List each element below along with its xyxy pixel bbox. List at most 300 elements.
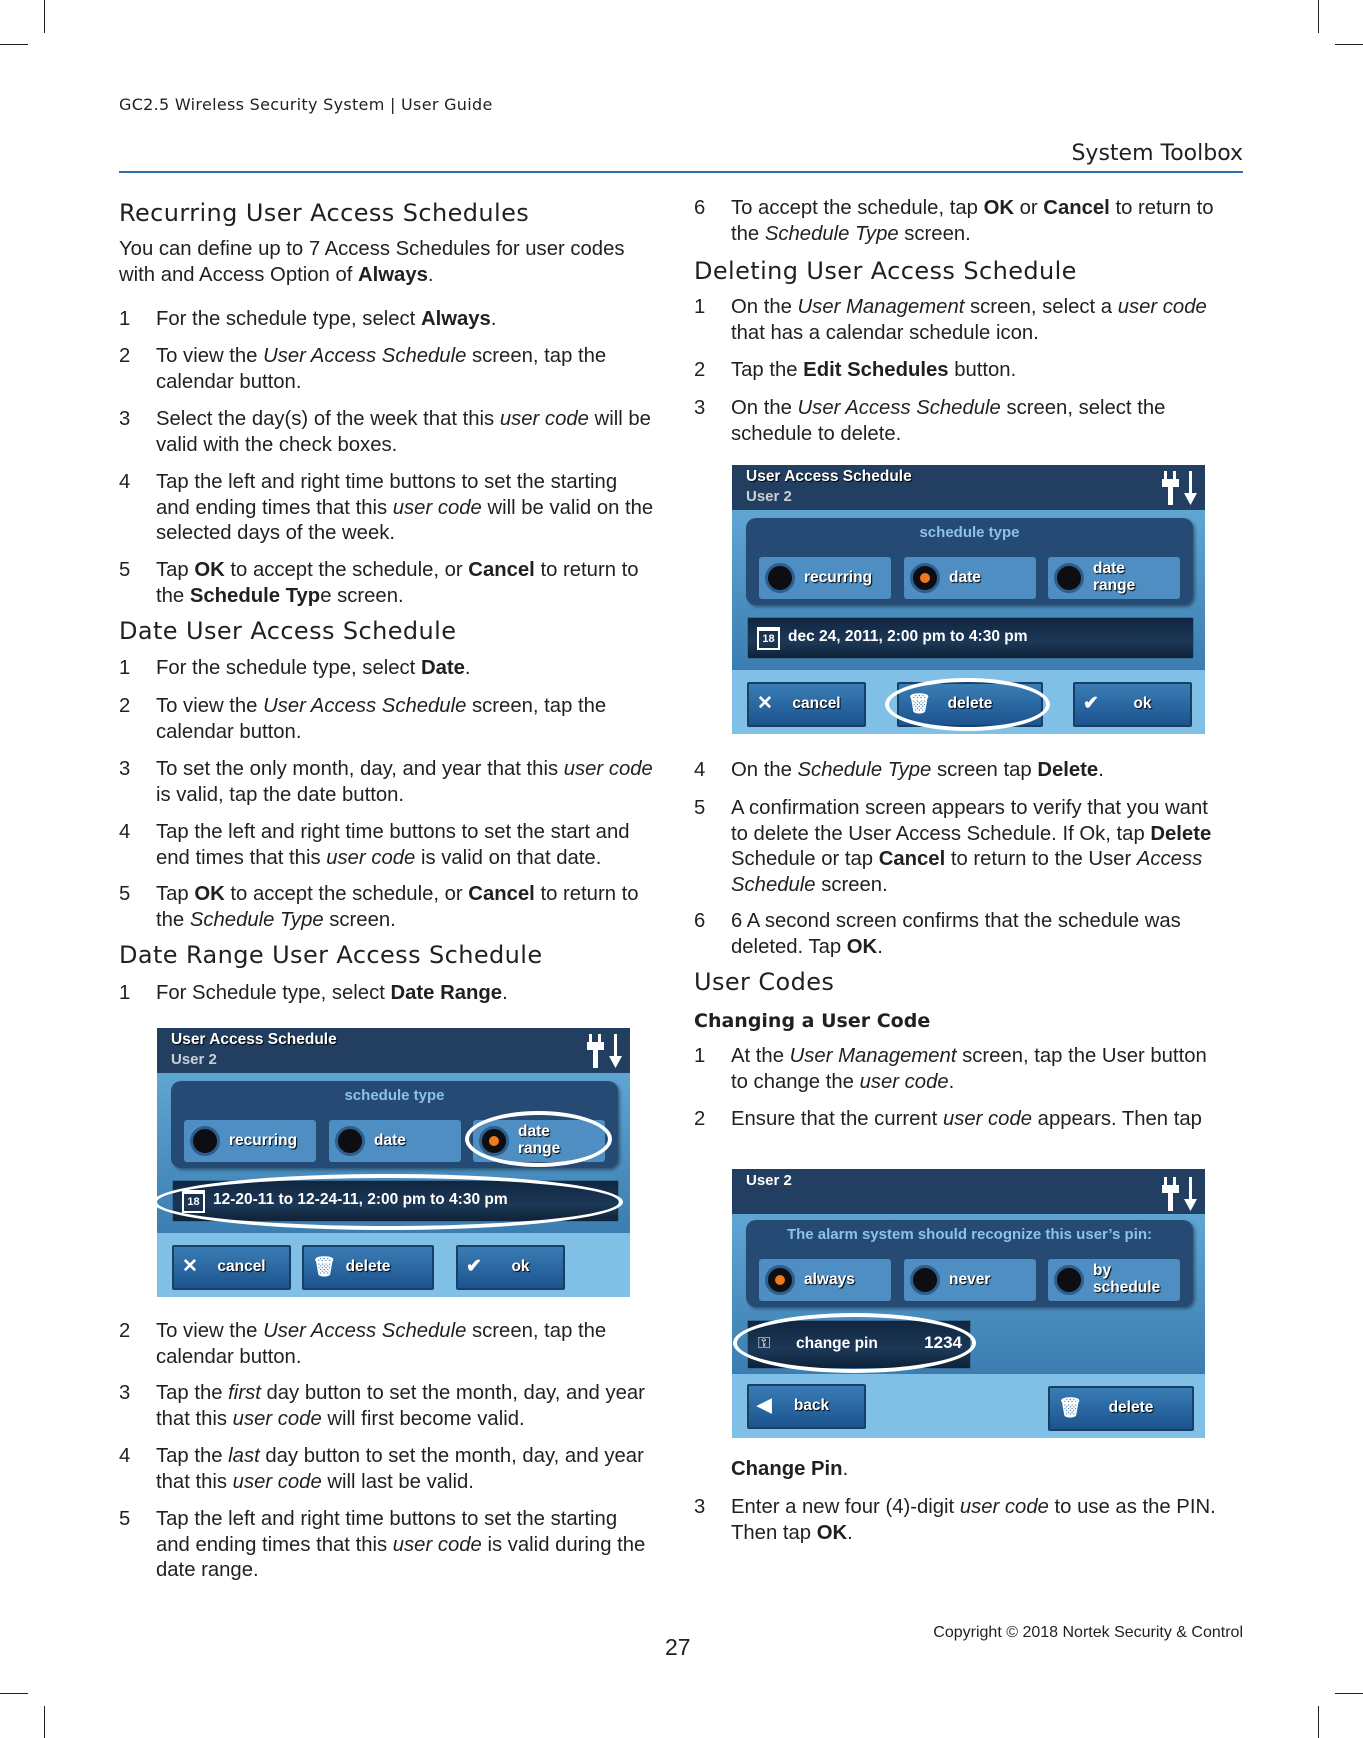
step bbox=[119, 694, 606, 745]
button-label: cancel bbox=[217, 1258, 266, 1275]
text-run: Always bbox=[420, 308, 491, 330]
text-run: screen. bbox=[815, 873, 888, 896]
power-plug-icon bbox=[1161, 469, 1201, 507]
text-run: User Access Schedule bbox=[263, 345, 467, 367]
text-run: calendar button. bbox=[156, 720, 302, 743]
step bbox=[119, 1381, 645, 1432]
text-run: To set the only month, day, and year that this bbox=[156, 758, 564, 780]
x-icon: ✕ bbox=[182, 1256, 198, 1277]
text-run: To view the bbox=[156, 345, 264, 367]
text-run: Enter a new four (4)-digit bbox=[731, 1496, 960, 1518]
text-line bbox=[731, 822, 1211, 848]
button-label: ok bbox=[511, 1258, 530, 1275]
text-run: Cancel bbox=[468, 883, 535, 905]
step-number: 4 bbox=[119, 471, 131, 493]
text-run: OK bbox=[194, 559, 225, 581]
text-run: At the bbox=[731, 1045, 790, 1067]
heading-recurring: Recurring User Access Schedules bbox=[119, 199, 530, 227]
text-line bbox=[731, 1107, 1202, 1133]
text-run: that this bbox=[156, 1407, 233, 1430]
step-number: 1 bbox=[119, 982, 131, 1004]
text-run: appears. Then tap bbox=[1032, 1108, 1202, 1130]
step bbox=[694, 796, 1211, 898]
button-label: delete bbox=[947, 695, 993, 712]
step-text bbox=[156, 1444, 644, 1495]
text-run: Delete bbox=[1037, 759, 1099, 781]
pin-value: 1234 bbox=[924, 1333, 962, 1352]
text-line bbox=[156, 1558, 645, 1584]
back-arrow-icon: ◀ bbox=[757, 1395, 772, 1416]
text-run: user code bbox=[232, 1407, 322, 1430]
step bbox=[119, 307, 496, 333]
screen-user: User 2 bbox=[746, 1172, 792, 1189]
date-text: dec 24, 2011, 2:00 pm to 4:30 pm bbox=[788, 628, 1028, 645]
crop-mark bbox=[1318, 1706, 1319, 1738]
text-run: On the bbox=[731, 397, 798, 419]
radio-dot bbox=[1054, 1265, 1084, 1295]
text-run: to return to bbox=[1109, 197, 1214, 219]
text-run: and ending times that this bbox=[156, 1533, 393, 1556]
step-number: 5 bbox=[119, 1508, 131, 1530]
text-run: user code bbox=[959, 1496, 1049, 1518]
step-text bbox=[156, 407, 651, 458]
crop-mark bbox=[44, 0, 45, 33]
text-line bbox=[731, 1044, 1207, 1070]
text-run: User Management bbox=[797, 296, 965, 318]
heading-date: Date User Access Schedule bbox=[119, 617, 457, 645]
text-line bbox=[119, 237, 625, 263]
text-line bbox=[156, 981, 508, 1007]
text-run: day button to set the month, day, and year bbox=[259, 1445, 644, 1467]
heading-date-range: Date Range User Access Schedule bbox=[119, 941, 543, 969]
button-label: delete bbox=[1108, 1399, 1154, 1416]
step bbox=[119, 1507, 645, 1584]
text-line bbox=[731, 909, 1181, 935]
text-run: user code bbox=[1117, 296, 1207, 318]
text-run: schedule to delete. bbox=[731, 422, 902, 445]
ok-button[interactable] bbox=[1073, 682, 1192, 727]
text-line bbox=[156, 433, 651, 459]
text-run: screen, tap the bbox=[466, 695, 607, 717]
power-plug-icon bbox=[1161, 1175, 1201, 1213]
text-line bbox=[731, 1495, 1216, 1521]
text-run: Delete bbox=[1150, 822, 1212, 845]
text-run: OK bbox=[194, 883, 225, 905]
text-run: deleted. Tap bbox=[731, 935, 847, 958]
step bbox=[119, 656, 471, 682]
button-label: ok bbox=[1133, 695, 1152, 712]
text-line bbox=[731, 847, 1211, 873]
text-run: user code bbox=[232, 1470, 322, 1493]
calendar-icon: 18 bbox=[757, 627, 780, 650]
text-run: user code bbox=[392, 1533, 482, 1556]
text-line bbox=[731, 358, 1016, 384]
text-run: screen tap bbox=[931, 759, 1038, 781]
text-run: will be valid on the bbox=[481, 496, 654, 519]
text-line bbox=[731, 935, 1181, 961]
text-run: calendar button. bbox=[156, 1345, 302, 1368]
text-run: Tap bbox=[156, 883, 195, 905]
text-line bbox=[156, 407, 651, 433]
text-line bbox=[156, 656, 471, 682]
crop-mark bbox=[44, 1706, 45, 1738]
text-run: or bbox=[1013, 197, 1044, 219]
crop-mark bbox=[1335, 44, 1363, 45]
intro-paragraph bbox=[119, 237, 625, 288]
text-run: e screen. bbox=[320, 584, 404, 607]
radio-label: date range bbox=[518, 1123, 561, 1157]
device-header bbox=[157, 1028, 630, 1073]
text-line bbox=[156, 496, 653, 522]
date-range-text: 12-20-11 to 12-24-11, 2:00 pm to 4:30 pm bbox=[213, 1191, 508, 1208]
text-run: Cancel bbox=[468, 559, 535, 581]
step-text bbox=[731, 1044, 1207, 1095]
radio-label: by schedule bbox=[1093, 1262, 1161, 1296]
radio-by-schedule[interactable] bbox=[1048, 1259, 1180, 1301]
text-run: Schedule bbox=[731, 873, 816, 896]
step-number: 1 bbox=[694, 1045, 706, 1067]
step-text bbox=[731, 758, 1104, 784]
text-line bbox=[156, 820, 630, 846]
text-line bbox=[156, 757, 653, 783]
button-label: cancel bbox=[792, 695, 841, 712]
radio-date[interactable] bbox=[329, 1120, 461, 1162]
step-text bbox=[156, 1381, 645, 1432]
step-text bbox=[731, 396, 1165, 447]
x-icon: ✕ bbox=[757, 693, 773, 714]
text-run: Tap the bbox=[156, 1382, 229, 1404]
step-number: 4 bbox=[119, 821, 131, 843]
step-number: 2 bbox=[119, 695, 131, 717]
step-text bbox=[731, 1107, 1202, 1133]
text-run: date range. bbox=[156, 1559, 259, 1581]
text-line bbox=[731, 222, 1214, 248]
pin-recognition-panel bbox=[746, 1220, 1193, 1307]
text-run: Tap the left and right time buttons to set the starting bbox=[156, 471, 618, 493]
highlight-oval bbox=[885, 678, 1050, 731]
text-line bbox=[156, 1470, 644, 1496]
text-run: Select the day(s) of the week that this bbox=[156, 408, 500, 430]
text-run: first bbox=[228, 1382, 261, 1404]
text-line bbox=[731, 1457, 848, 1483]
text-run: . bbox=[502, 982, 508, 1004]
radio-label: date bbox=[374, 1132, 406, 1149]
screen-user: User 2 bbox=[746, 488, 792, 505]
text-line bbox=[156, 370, 606, 396]
text-run: valid with the check boxes. bbox=[156, 433, 398, 456]
text-line bbox=[156, 1444, 644, 1470]
text-line bbox=[731, 321, 1207, 347]
text-run: user code bbox=[326, 846, 416, 869]
step-text bbox=[731, 1457, 848, 1483]
radio-recurring[interactable] bbox=[184, 1120, 316, 1162]
step-text bbox=[156, 307, 496, 333]
step bbox=[119, 558, 639, 609]
delete-button[interactable] bbox=[302, 1245, 434, 1290]
text-run: Access bbox=[1136, 848, 1203, 870]
step-number: 6 bbox=[694, 910, 706, 932]
radio-dot bbox=[765, 563, 795, 593]
text-run: the bbox=[731, 222, 765, 245]
step bbox=[694, 196, 1214, 247]
text-run: to accept the schedule, or bbox=[224, 883, 469, 905]
step-text bbox=[156, 1507, 645, 1584]
step bbox=[119, 757, 653, 808]
text-run: that this bbox=[156, 1470, 233, 1493]
step-number: 5 bbox=[119, 559, 131, 581]
text-run: to return to bbox=[534, 883, 639, 905]
step-number: 3 bbox=[119, 1382, 131, 1404]
text-line bbox=[731, 295, 1207, 321]
text-run: Date Range bbox=[390, 982, 503, 1004]
radio-date-range[interactable] bbox=[1048, 557, 1180, 599]
step-text bbox=[156, 656, 471, 682]
step-text bbox=[156, 820, 630, 871]
subheading-changing-user-code: Changing a User Code bbox=[694, 1010, 931, 1032]
text-run: Then tap bbox=[731, 1521, 817, 1544]
radio-label: date bbox=[949, 569, 981, 586]
text-run: Schedule Type bbox=[764, 222, 899, 245]
text-line bbox=[156, 1507, 645, 1533]
step bbox=[694, 295, 1207, 346]
power-plug-icon bbox=[586, 1032, 626, 1070]
text-run: user code bbox=[392, 496, 482, 519]
trash-icon: 🗑 bbox=[1058, 1398, 1083, 1419]
device-screenshot-delete bbox=[732, 465, 1205, 734]
text-run: Tap the bbox=[731, 359, 804, 381]
radio-recurring[interactable] bbox=[759, 557, 891, 599]
text-line bbox=[731, 422, 1165, 448]
text-run: the bbox=[156, 908, 190, 931]
screen-title: User Access Schedule bbox=[171, 1031, 337, 1048]
step bbox=[119, 470, 653, 547]
crop-mark bbox=[1335, 1693, 1363, 1694]
text-run: will first become valid. bbox=[321, 1407, 525, 1430]
text-run: Change Pin bbox=[731, 1458, 843, 1480]
step bbox=[119, 981, 508, 1007]
text-run: For the schedule type, select bbox=[156, 657, 421, 679]
document-title: GC2.5 Wireless Security System | User Guide bbox=[119, 95, 493, 114]
highlight-oval bbox=[153, 1174, 623, 1230]
radio-dot-selected bbox=[765, 1265, 795, 1295]
text-run: screen. bbox=[323, 908, 396, 931]
step-number: 3 bbox=[119, 758, 131, 780]
text-line bbox=[731, 873, 1211, 899]
text-run: screen, select a bbox=[964, 296, 1118, 318]
step-number: 4 bbox=[694, 759, 706, 781]
text-run: Schedule Type bbox=[797, 759, 932, 781]
text-run: screen, select the bbox=[1000, 397, 1166, 419]
key-icon: ⚿ bbox=[758, 1335, 771, 1352]
text-run: user code bbox=[942, 1108, 1033, 1130]
change-pin-label: change pin bbox=[796, 1335, 878, 1352]
text-run: is valid during the bbox=[481, 1533, 646, 1556]
step-number: 5 bbox=[694, 797, 706, 819]
radio-dot bbox=[910, 1265, 940, 1295]
text-run: with and Access Option of bbox=[119, 263, 358, 286]
text-line bbox=[156, 558, 639, 584]
step-text bbox=[156, 882, 639, 933]
text-line bbox=[731, 758, 1104, 784]
text-line bbox=[731, 1521, 1216, 1547]
text-run: to accept the schedule, or bbox=[224, 559, 469, 581]
text-run: screen, tap the User button bbox=[956, 1045, 1207, 1067]
step-text bbox=[156, 757, 653, 808]
radio-dot bbox=[1054, 563, 1084, 593]
text-run: end times that this bbox=[156, 846, 327, 869]
step-text bbox=[156, 1319, 606, 1370]
back-button[interactable] bbox=[747, 1384, 866, 1429]
text-run: Edit Schedules bbox=[803, 359, 949, 381]
text-run: User Access Schedule bbox=[263, 1320, 467, 1342]
step bbox=[694, 358, 1016, 384]
delete-button[interactable] bbox=[1048, 1386, 1194, 1431]
text-line bbox=[156, 720, 606, 746]
page-number: 27 bbox=[665, 1634, 691, 1660]
step-text bbox=[156, 694, 606, 745]
highlight-oval bbox=[733, 1313, 976, 1373]
text-run: . bbox=[948, 1070, 955, 1093]
step-text bbox=[156, 558, 639, 609]
text-run: Tap the left and right time buttons to set the start and bbox=[156, 821, 630, 843]
text-run: You can define up to 7 Access Schedules for user codes bbox=[119, 238, 625, 260]
text-run: . bbox=[427, 263, 434, 286]
text-run: is valid on that date. bbox=[415, 846, 602, 869]
text-run: To view the bbox=[156, 695, 264, 717]
cancel-button[interactable] bbox=[747, 682, 866, 727]
text-run: that has a calendar schedule icon. bbox=[731, 321, 1039, 344]
radio-dot bbox=[190, 1126, 220, 1156]
ok-button[interactable] bbox=[456, 1245, 565, 1290]
step bbox=[119, 820, 630, 871]
text-line bbox=[731, 396, 1165, 422]
radio-dot bbox=[335, 1126, 365, 1156]
calendar-icon: 18 bbox=[182, 1190, 205, 1213]
text-run: To view the bbox=[156, 1320, 264, 1342]
radio-never[interactable] bbox=[904, 1259, 1036, 1301]
step-number: 6 bbox=[694, 197, 706, 219]
text-line bbox=[156, 694, 606, 720]
text-run: and ending times that this bbox=[156, 496, 393, 519]
text-run: Cancel bbox=[1043, 197, 1110, 219]
screen-title: User Access Schedule bbox=[746, 468, 912, 485]
text-run: On the bbox=[731, 296, 798, 318]
device-screenshot-user-pin bbox=[732, 1169, 1205, 1438]
text-run: Always bbox=[358, 263, 428, 286]
text-run: OK bbox=[816, 1521, 848, 1544]
text-run: last bbox=[228, 1445, 260, 1467]
text-line bbox=[156, 470, 653, 496]
radio-label: date range bbox=[1093, 560, 1136, 594]
text-run: screen, tap the bbox=[466, 345, 607, 367]
text-run: the bbox=[156, 584, 190, 607]
heading-user-codes: User Codes bbox=[694, 968, 835, 996]
text-run: Tap the bbox=[156, 1445, 229, 1467]
step bbox=[119, 1444, 644, 1495]
radio-always[interactable] bbox=[759, 1259, 891, 1301]
panel-label: The alarm system should recognize this user’s pin: bbox=[786, 1226, 1153, 1243]
radio-dot-selected bbox=[910, 563, 940, 593]
text-line bbox=[156, 521, 653, 547]
text-line bbox=[731, 1070, 1207, 1096]
text-line bbox=[156, 908, 639, 934]
step-number: 4 bbox=[119, 1445, 131, 1467]
crop-mark bbox=[0, 44, 28, 45]
text-run: user code bbox=[859, 1070, 949, 1093]
text-run: . bbox=[1098, 759, 1104, 781]
radio-label: recurring bbox=[804, 569, 873, 586]
text-run: Cancel bbox=[878, 848, 946, 870]
text-line bbox=[156, 846, 630, 872]
text-run: 6 A second screen confirms that the schedule was bbox=[731, 910, 1181, 932]
device-screenshot-date-range bbox=[157, 1028, 630, 1297]
text-run: . bbox=[847, 1521, 853, 1544]
radio-label: recurring bbox=[229, 1132, 298, 1149]
text-run: User Management bbox=[789, 1045, 957, 1067]
trash-icon: 🗑 bbox=[312, 1257, 337, 1278]
panel-label: schedule type bbox=[344, 1087, 445, 1104]
text-line bbox=[156, 1319, 606, 1345]
text-line bbox=[119, 263, 625, 289]
step bbox=[694, 1457, 848, 1483]
text-line bbox=[156, 1345, 606, 1371]
text-run: Tap the left and right time buttons to set the starting bbox=[156, 1508, 618, 1530]
date-button[interactable] bbox=[747, 617, 1194, 659]
step-number: 5 bbox=[119, 883, 131, 905]
step bbox=[694, 396, 1165, 447]
highlight-oval bbox=[465, 1111, 612, 1167]
text-run: For Schedule type, select bbox=[156, 982, 391, 1004]
crop-mark bbox=[1318, 0, 1319, 33]
text-run: User Access Schedule bbox=[797, 397, 1001, 419]
section-title: System Toolbox bbox=[1071, 141, 1243, 166]
radio-date[interactable] bbox=[904, 557, 1036, 599]
text-run: user code bbox=[499, 408, 589, 430]
text-run: . bbox=[464, 657, 471, 679]
schedule-type-panel bbox=[746, 518, 1193, 605]
step-text bbox=[731, 1495, 1216, 1546]
text-line bbox=[156, 344, 606, 370]
step-number: 1 bbox=[694, 296, 706, 318]
text-run: selected days of the week. bbox=[156, 522, 396, 544]
cancel-button[interactable] bbox=[172, 1245, 291, 1290]
text-run: to return to bbox=[534, 559, 639, 581]
text-run: day button to set the month, day, and year bbox=[260, 1382, 645, 1404]
step-number: 2 bbox=[119, 1320, 131, 1342]
text-run: On the bbox=[731, 759, 798, 781]
step-number: 1 bbox=[119, 308, 131, 330]
text-run: will be bbox=[588, 408, 651, 430]
text-run: is valid, tap the date button. bbox=[156, 783, 405, 806]
step bbox=[694, 1495, 1216, 1546]
text-run: will last be valid. bbox=[321, 1470, 474, 1493]
text-line bbox=[156, 783, 653, 809]
text-run: screen. bbox=[898, 222, 971, 245]
copyright: Copyright © 2018 Nortek Security & Control bbox=[933, 1624, 1243, 1641]
step-text bbox=[156, 470, 653, 547]
text-run: Schedule Typ bbox=[189, 584, 321, 607]
check-icon: ✔ bbox=[1083, 693, 1099, 714]
text-line bbox=[731, 196, 1214, 222]
text-run: User Access Schedule bbox=[263, 695, 467, 717]
button-label: delete bbox=[345, 1258, 391, 1275]
step-text bbox=[156, 981, 508, 1007]
step-number: 2 bbox=[694, 359, 706, 381]
step bbox=[694, 1107, 1202, 1133]
text-run: button. bbox=[948, 359, 1017, 381]
text-run: For the schedule type, select bbox=[156, 308, 421, 330]
text-run: Tap bbox=[156, 559, 195, 581]
